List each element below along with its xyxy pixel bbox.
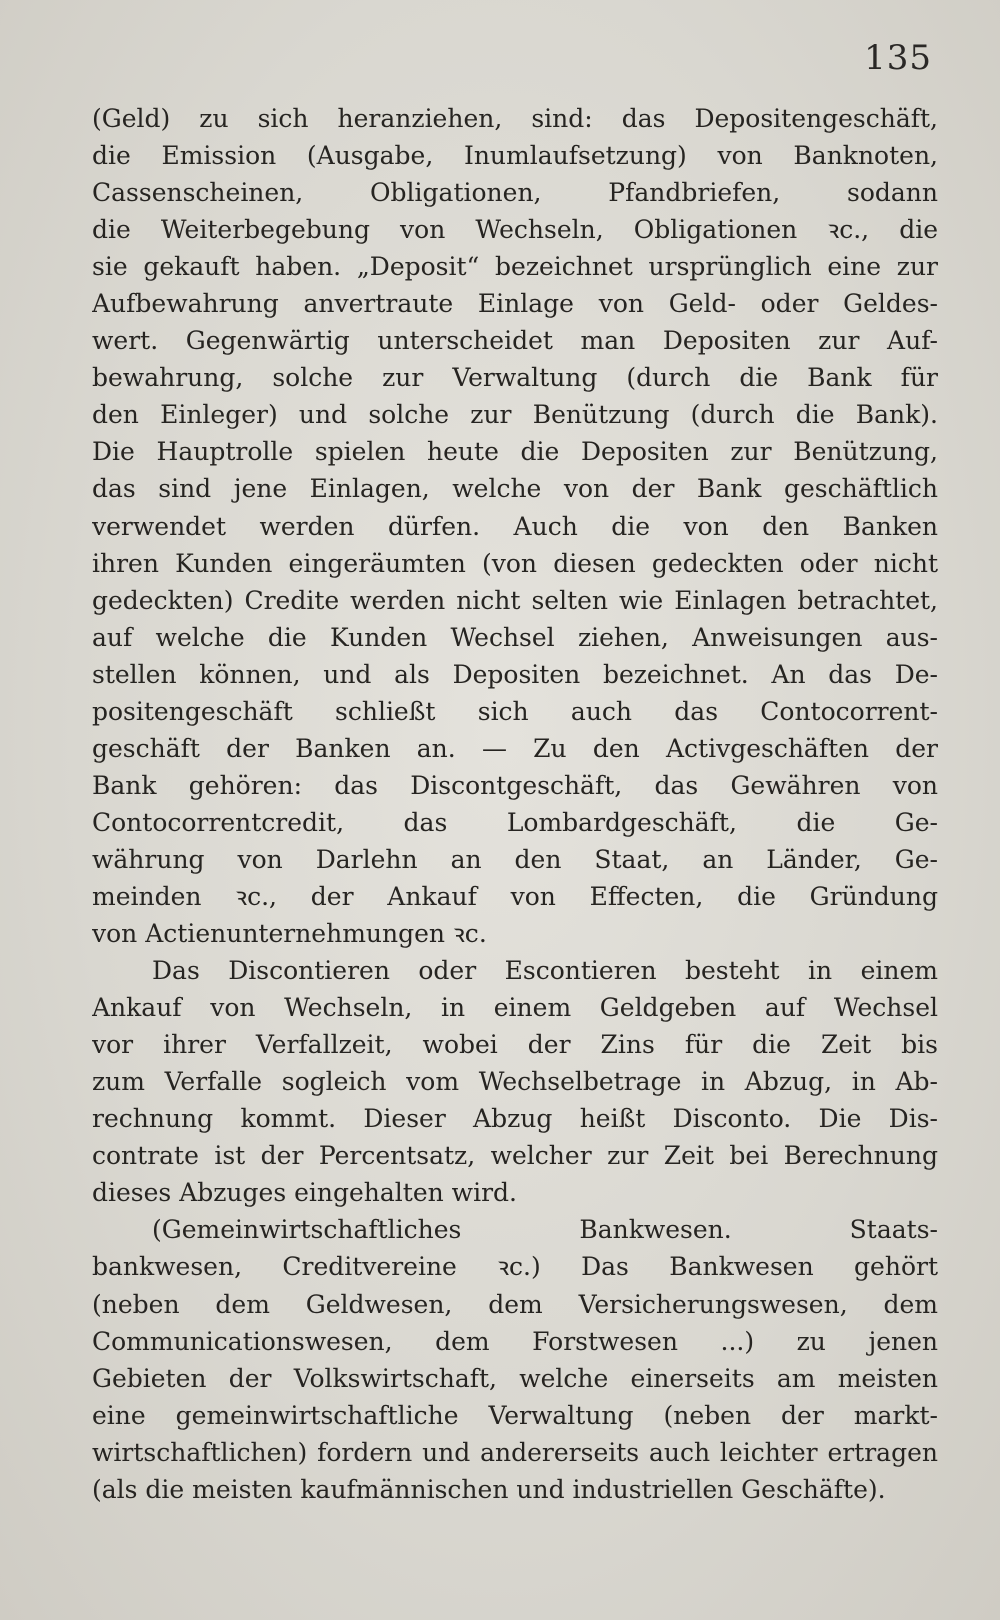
text-line: Contocorrentcredit, das Lombardgeschäft, die Ge- <box>92 807 938 837</box>
text-line: (Gemeinwirtschaftliches Bankwesen. Staats- <box>152 1215 938 1245</box>
text-line: gedeckten) Credite werden nicht selten wie Einlagen betrachtet, <box>92 585 938 615</box>
text-line: eine gemeinwirtschaftliche Verwaltung (neben der markt- <box>92 1400 938 1430</box>
paragraph <box>92 952 938 1211</box>
body-text <box>92 100 938 1508</box>
text-line: geschäft der Banken an. — Zu den Activgeschäften der <box>92 733 938 763</box>
text-line: bankwesen, Creditvereine ꝛc.) Das Bankwesen gehört <box>92 1252 938 1282</box>
text-line: Aufbewahrung anvertraute Einlage von Geld- oder Geldes- <box>92 289 938 319</box>
text-line: meinden ꝛc., der Ankauf von Effecten, die Gründung <box>92 881 938 911</box>
text-line: den Einleger) und solche zur Benützung (durch die Bank). <box>92 400 938 430</box>
text-line: die Emission (Ausgabe, Inumlaufsetzung) von Banknoten, <box>92 141 938 171</box>
text-line: zum Verfalle sogleich vom Wechselbetrage in Abzug, in Ab- <box>92 1067 938 1097</box>
text-line: Bank gehören: das Discontgeschäft, das Gewähren von <box>92 770 938 800</box>
text-line: vor ihrer Verfallzeit, wobei der Zins für die Zeit bis <box>92 1030 938 1060</box>
text-line: währung von Darlehn an den Staat, an Länder, Ge- <box>92 844 938 874</box>
page-number: 135 <box>864 38 932 78</box>
text-line: dieses Abzuges eingehalten wird. <box>92 1178 517 1208</box>
paragraph <box>92 1211 938 1507</box>
text-line: Ankauf von Wechseln, in einem Geldgeben auf Wechsel <box>92 993 938 1023</box>
text-line: das sind jene Einlagen, welche von der Bank geschäftlich <box>92 474 938 504</box>
text-line: auf welche die Kunden Wechsel ziehen, Anweisungen aus- <box>92 622 938 652</box>
text-line: bewahrung, solche zur Verwaltung (durch die Bank für <box>92 363 938 393</box>
text-line: stellen können, und als Depositen bezeichnet. An das De- <box>92 659 938 689</box>
text-line: Die Hauptrolle spielen heute die Depositen zur Benützung, <box>92 437 938 467</box>
text-line: Das Discontieren oder Escontieren besteht in einem <box>152 956 938 986</box>
text-line: rechnung kommt. Dieser Abzug heißt Disconto. Die Dis- <box>92 1104 938 1134</box>
text-line: (als die meisten kaufmännischen und industriellen Geschäfte). <box>92 1474 886 1504</box>
paragraph <box>92 100 938 952</box>
text-line: Cassenscheinen, Obligationen, Pfandbriefen, sodann <box>92 178 938 208</box>
text-line: positengeschäft schließt sich auch das Contocorrent- <box>92 696 938 726</box>
text-line: die Weiterbegebung von Wechseln, Obligationen ꝛc., die <box>92 215 938 245</box>
text-line: wirtschaftlichen) fordern und andererseits auch leichter ertragen <box>92 1437 938 1467</box>
text-line: contrate ist der Percentsatz, welcher zur Zeit bei Berechnung <box>92 1141 938 1171</box>
text-line: (Geld) zu sich heranziehen, sind: das Depositengeschäft, <box>92 104 938 133</box>
text-line: ihren Kunden eingeräumten (von diesen gedeckten oder nicht <box>92 548 938 578</box>
text-line: Gebieten der Volkswirtschaft, welche einerseits am meisten <box>92 1363 938 1393</box>
text-line: verwendet werden dürfen. Auch die von den Banken <box>92 511 938 541</box>
text-line: (neben dem Geldwesen, dem Versicherungswesen, dem <box>92 1289 938 1319</box>
text-line: wert. Gegenwärtig unterscheidet man Depositen zur Auf- <box>92 326 938 356</box>
text-line: von Actienunternehmungen ꝛc. <box>92 919 487 949</box>
text-line: sie gekauft haben. „Deposit“ bezeichnet ursprünglich eine zur <box>92 252 938 282</box>
text-line: Communicationswesen, dem Forstwesen ...) zu jenen <box>92 1326 938 1356</box>
